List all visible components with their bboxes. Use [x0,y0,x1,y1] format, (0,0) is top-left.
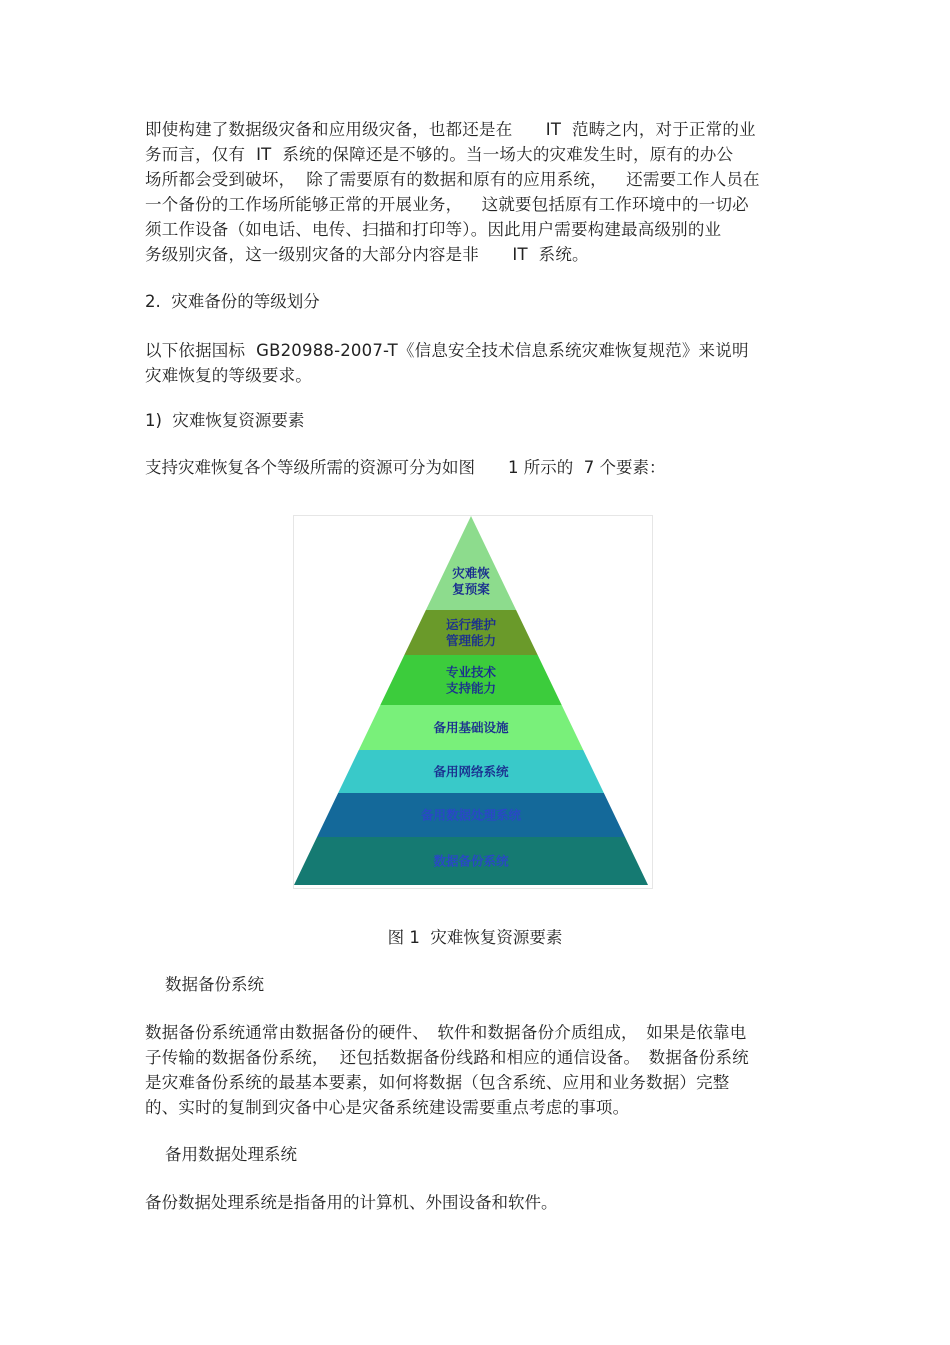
text-line: 务级别灾备，这一级别灾备的大部分内容是非 IT 系统。 [145,245,589,264]
backup-processing-paragraph: 备份数据处理系统是指备用的计算机、外围设备和软件。 [145,1193,558,1212]
figure-caption: 图 1 灾难恢复资源要素 [387,928,563,947]
item-heading-data-backup: 数据备份系统 [165,975,264,994]
pyramid-level-5-label: 备用网络系统 [433,764,509,779]
text-line: 灾难恢复的等级要求。 [145,366,312,385]
text-line: 是灾难备份系统的最基本要素，如何将数据（包含系统、应用和业务数据）完整 [145,1073,730,1092]
data-backup-paragraph [145,1020,815,1120]
subsection-heading-1: 1) 灾难恢复资源要素 [145,411,305,430]
gb-paragraph [145,338,815,388]
item-heading-backup-processing: 备用数据处理系统 [165,1145,297,1164]
text-line: 子传输的数据备份系统， 还包括数据备份线路和相应的通信设备。 数据备份系统 [145,1048,749,1067]
text-line: 即使构建了数据级灾备和应用级灾备，也都还是在 IT 范畴之内，对于正常的业 [145,120,756,139]
text-line: 的、实时的复制到灾备中心是灾备系统建设需要重点考虑的事项。 [145,1098,630,1117]
pyramid-level-2-label: 管理能力 [445,633,497,648]
pyramid-level-7-label: 数据备份系统 [433,853,509,869]
text-line: 务而言，仅有 IT 系统的保障还是不够的。当一场大的灾难发生时，原有的办公 [145,145,734,164]
text-line: 一个备份的工作场所能够正常的开展业务， 这就要包括原有工作环境中的一切必 [145,195,749,214]
pyramid-diagram [293,515,653,889]
resource-pyramid-figure [293,515,653,889]
text-line: 场所都会受到破坏， 除了需要原有的数据和原有的应用系统， 还需要工作人员在 [145,170,760,189]
pyramid-level-3-label: 支持能力 [445,680,497,696]
pyramid-level-1-label: 复预案 [452,581,490,597]
text-line: 以下依据国标 GB20988-2007-T《信息安全技术信息系统灾难恢复规范》来说明 [145,341,749,360]
pyramid-level-1-label: 灾难恢 [452,565,490,581]
pyramid-level-3-label: 专业技术 [445,664,497,680]
pyramid-level-4-label: 备用基础设施 [433,720,509,735]
pyramid-level-2-label: 运行维护 [445,617,497,632]
intro-paragraph [145,117,815,267]
text-line: 数据备份系统通常由数据备份的硬件、 软件和数据备份介质组成， 如果是依靠电 [145,1023,747,1042]
pyramid-level-6-label: 备用数据处理系统 [420,807,522,823]
support-paragraph: 支持灾难恢复各个等级所需的资源可分为如图 1 所示的 7 个要素： [145,458,666,477]
section-heading-2: 2. 灾难备份的等级划分 [145,292,320,311]
text-line: 须工作设备（如电话、电传、扫描和打印等）。因此用户需要构建最高级别的业 [145,220,722,239]
